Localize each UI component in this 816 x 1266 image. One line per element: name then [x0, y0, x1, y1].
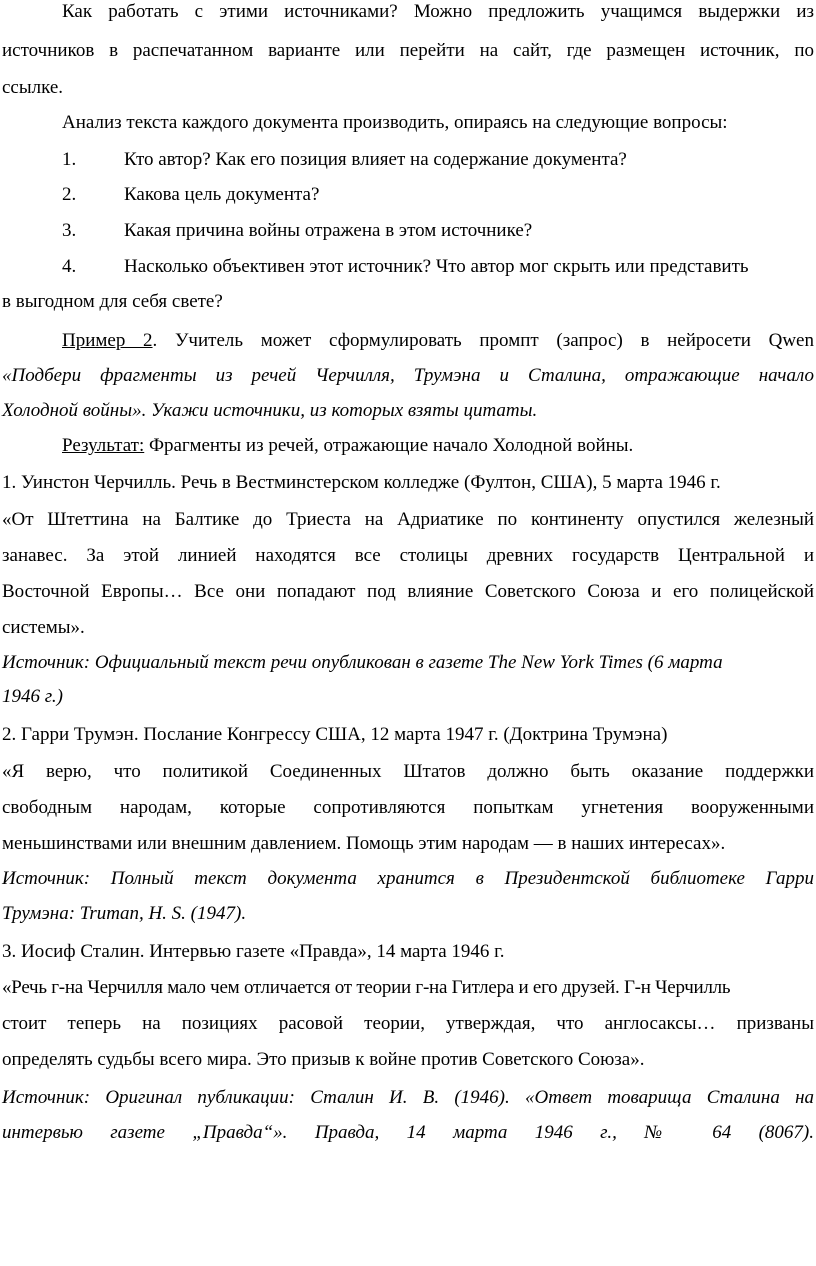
stalin-source: Источник: Оригинал публикации: Сталин И. В. (1946). «Ответ товарища Сталина на	[2, 1087, 814, 1108]
question-text: Какая причина войны отражена в этом источнике?	[124, 220, 533, 241]
example-label: Пример 2	[62, 330, 153, 351]
question-number: 1.	[62, 149, 77, 170]
churchill-heading: 1. Уинстон Черчилль. Речь в Вестминстерском колледже (Фултон, США), 5 марта 1946 г.	[2, 472, 721, 493]
question-text: Кто автор? Как его позиция влияет на содержание документа?	[124, 149, 627, 170]
example-line-1	[62, 324, 814, 358]
question-number: 3.	[62, 220, 77, 241]
churchill-quote-line: системы».	[2, 617, 85, 638]
question-number: 2.	[62, 184, 77, 205]
example-prompt-line-2: «Подбери фрагменты из речей Черчилля, Трумэна и Сталина, отражающие начало	[2, 365, 814, 386]
example-text: . Учитель может сформулировать промпт (запрос) в нейросети Qwen	[152, 330, 814, 351]
churchill-source: 1946 г.)	[2, 686, 63, 707]
result-text: Фрагменты из речей, отражающие начало Холодной войны.	[144, 435, 634, 456]
truman-quote-line: меньшинствами или внешним давлением. Помощь этим народам — в наших интересах».	[2, 833, 726, 854]
stalin-quote-line: определять судьбы всего мира. Это призыв к войне против Советского Союза».	[2, 1049, 645, 1070]
truman-quote-line: свободным народам, которые сопротивляются попыткам угнетения вооруженными	[2, 797, 814, 818]
stalin-heading: 3. Иосиф Сталин. Интервью газете «Правда», 14 марта 1946 г.	[2, 941, 505, 962]
intro-line-3: ссылке.	[2, 77, 64, 98]
stalin-quote-line: стоит теперь на позициях расовой теории, утверждая, что англосаксы… призваны	[2, 1013, 814, 1034]
example-instruction: Укажи источники, из которых взяты цитаты.	[146, 400, 538, 421]
churchill-source: Источник: Официальный текст речи опубликован в газете The New York Times (6 марта	[2, 652, 723, 673]
question-text: Насколько объективен этот источник? Что автор мог скрыть или представить	[124, 256, 749, 277]
churchill-quote-line: Восточной Европы… Все они попадают под влияние Советского Союза и его полицейской	[2, 581, 814, 602]
example-prompt-line-3	[2, 394, 816, 428]
stalin-quote-line: «Речь г-на Черчилля мало чем отличается от теории г-на Гитлера и его друзей. Г-н Черчилль	[2, 977, 731, 998]
question-number: 4.	[62, 256, 77, 277]
example-prompt-end: Холодной войны».	[2, 400, 147, 421]
churchill-quote-line: «От Штеттина на Балтике до Триеста на Адриатике по континенту опустился железный	[2, 509, 814, 530]
churchill-quote-line: занавес. За этой линией находятся все столицы древних государств Центральной и	[2, 545, 814, 566]
intro-line-1: Как работать с этими источниками? Можно предложить учащимся выдержки из	[62, 1, 814, 22]
truman-heading: 2. Гарри Трумэн. Послание Конгрессу США, 12 марта 1947 г. (Доктрина Трумэна)	[2, 724, 668, 745]
intro-line-2: источников в распечатанном варианте или перейти на сайт, где размещен источник, по	[2, 40, 814, 61]
stalin-source: интервью газете „Правда“». Правда, 14 марта 1946 г., № 64 (8067).	[2, 1122, 814, 1143]
truman-source: Трумэна: Truman, H. S. (1947).	[2, 903, 247, 924]
result-label: Результат:	[62, 435, 145, 456]
truman-source: Источник: Полный текст документа хранится в Президентской библиотеке Гарри	[2, 868, 814, 889]
result-line	[62, 429, 816, 463]
question-4-continuation: в выгодном для себя свете?	[2, 291, 223, 312]
analysis-lead: Анализ текста каждого документа производить, опираясь на следующие вопросы:	[62, 112, 728, 133]
question-text: Какова цель документа?	[124, 184, 320, 205]
truman-quote-line: «Я верю, что политикой Соединенных Штатов должно быть оказание поддержки	[2, 761, 814, 782]
